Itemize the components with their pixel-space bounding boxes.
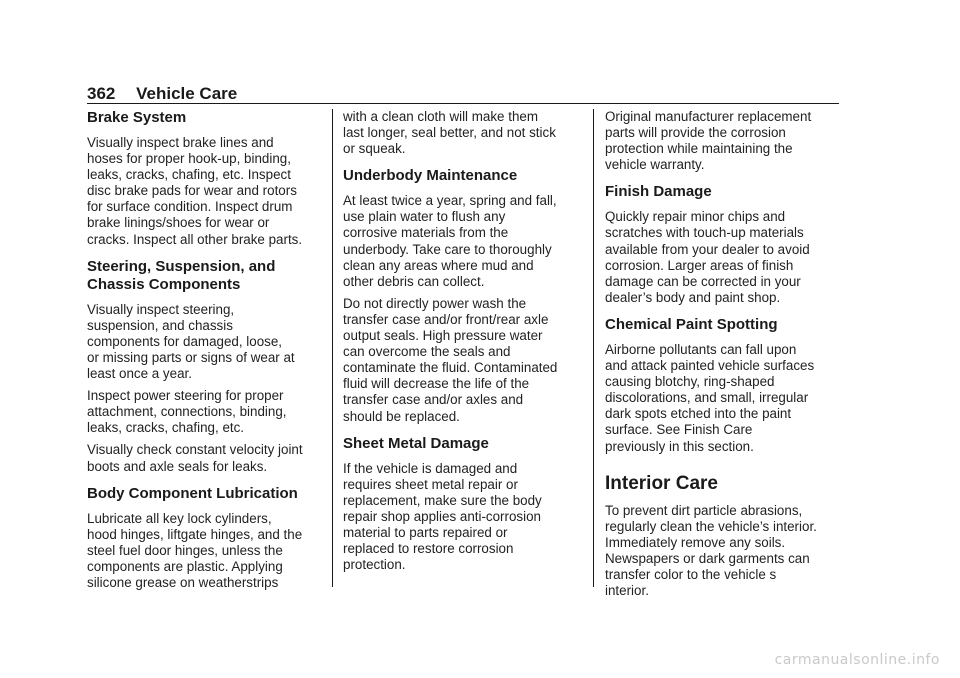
text-line: To prevent dirt particle abrasions, [605, 502, 803, 518]
text-line: or squeak. [343, 141, 406, 157]
text-line: regularly clean the vehicle’s interior. [605, 518, 817, 534]
text-line: Visually inspect steering, [87, 301, 235, 317]
text-line: Newspapers or dark garments can [605, 550, 810, 566]
text-line: dark spots etched into the paint [605, 406, 792, 422]
text-line: with a clean cloth will make them [343, 109, 538, 124]
text-line: Do not directly power wash the [343, 295, 527, 311]
paragraph [87, 302, 323, 382]
page-title: Vehicle Care [136, 84, 238, 103]
text-line: leaks, cracks, chafing, etc. Inspect [87, 167, 291, 183]
paragraph [605, 109, 841, 173]
heading-line: Finish Damage [605, 183, 712, 201]
text-line: parts will provide the corrosion [605, 125, 786, 141]
text-line: transfer case and/or axles and [343, 392, 524, 408]
text-column-2 [343, 109, 583, 579]
paragraph [87, 388, 323, 436]
text-line: At least twice a year, spring and fall, [343, 193, 557, 209]
heading-line: Underbody Maintenance [343, 167, 518, 185]
text-line: Lubricate all key lock cylinders, [87, 510, 272, 526]
watermark: carmanualsonline.info [774, 652, 940, 668]
heading-line: Steering, Suspension, and [87, 257, 276, 275]
text-line: damage can be corrected in your [605, 273, 801, 289]
text-line: clean any areas where mud and [343, 257, 534, 273]
text-line: hoses for proper hook-up, binding, [87, 151, 291, 167]
text-line: Quickly repair minor chips and [605, 209, 786, 225]
subsection-heading [343, 167, 583, 185]
text-line: silicone grease on weatherstrips [87, 574, 279, 590]
paragraph [87, 135, 323, 248]
text-line: boots and axle seals for leaks. [87, 458, 268, 474]
text-column-1 [87, 109, 323, 597]
text-line: protection while maintaining the [605, 141, 793, 157]
text-line: requires sheet metal repair or [343, 476, 518, 492]
header-rule [87, 103, 839, 104]
column-divider [593, 109, 594, 587]
text-line: can overcome the seals and [343, 344, 511, 360]
text-line: transfer color to the vehicle s [605, 566, 777, 582]
paragraph [343, 296, 583, 425]
subsection-heading [87, 485, 323, 503]
text-line: underbody. Take care to thoroughly [343, 241, 552, 257]
text-line: vehicle warranty. [605, 157, 705, 173]
text-line: leaks, cracks, chafing, etc. [87, 420, 245, 436]
text-line: components for damaged, loose, [87, 333, 283, 349]
text-line: previously in this section. [605, 438, 754, 454]
heading-line: Brake System [87, 109, 187, 126]
heading-line: Body Component Lubrication [87, 484, 298, 502]
text-line: Visually inspect brake lines and [87, 135, 274, 150]
section-heading [605, 473, 841, 495]
subsection-heading [605, 316, 841, 334]
heading-line: Sheet Metal Damage [343, 434, 489, 452]
text-line: last longer, seal better, and not stick [343, 125, 556, 141]
paragraph [87, 442, 323, 474]
subsection-heading [343, 435, 583, 453]
text-line: Inspect power steering for proper [87, 388, 284, 404]
paragraph [87, 511, 323, 591]
text-line: components are plastic. Applying [87, 558, 283, 574]
text-line: discolorations, and small, irregular [605, 390, 809, 406]
text-line: suspension, and chassis [87, 317, 233, 333]
text-line: corrosive materials from the [343, 225, 509, 241]
text-line: causing blotchy, ring-shaped [605, 374, 775, 390]
text-line: cracks. Inspect all other brake parts. [87, 231, 303, 247]
text-line: available from your dealer to avoid [605, 241, 810, 257]
page-number: 362 [87, 84, 116, 103]
subsection-heading [605, 183, 841, 201]
text-line: surface. See Finish Care [605, 422, 753, 438]
text-line: steel fuel door hinges, unless the [87, 542, 283, 558]
text-line: other debris can collect. [343, 273, 485, 289]
text-line: Immediately remove any soils. [605, 534, 786, 550]
text-line: and attack painted vehicle surfaces [605, 358, 815, 374]
text-line: output seals. High pressure water [343, 328, 543, 344]
text-line: If the vehicle is damaged and [343, 460, 518, 476]
text-line: Airborne pollutants can fall upon [605, 341, 797, 357]
paragraph [343, 193, 583, 290]
text-line: replaced to restore corrosion [343, 541, 514, 557]
heading-line: Chassis Components [87, 275, 241, 293]
text-line: dealer’s body and paint shop. [605, 289, 781, 305]
text-line: Original manufacturer replacement [605, 109, 812, 124]
text-line: or missing parts or signs of wear at [87, 349, 295, 365]
text-line: protection. [343, 557, 406, 573]
text-line: use plain water to flush any [343, 209, 506, 225]
text-line: replacement, make sure the body [343, 492, 542, 508]
text-line: interior. [605, 583, 649, 599]
text-line: hood hinges, liftgate hinges, and the [87, 526, 303, 542]
paragraph [605, 503, 841, 600]
subsection-heading [87, 258, 323, 294]
heading-line: Chemical Paint Spotting [605, 315, 778, 333]
text-line: attachment, connections, binding, [87, 404, 287, 420]
text-line: Visually check constant velocity joint [87, 442, 303, 458]
subsection-heading [87, 109, 323, 127]
page-header [87, 84, 237, 104]
text-line: least once a year. [87, 366, 192, 382]
text-line: for surface condition. Inspect drum [87, 199, 293, 215]
text-line: scratches with touch-up materials [605, 225, 804, 241]
text-line: fluid will decrease the life of the [343, 376, 530, 392]
paragraph [343, 461, 583, 574]
text-line: disc brake pads for wear and rotors [87, 183, 297, 199]
text-column-3 [605, 109, 841, 605]
text-line: material to parts repaired or [343, 524, 508, 540]
text-line: transfer case and/or front/rear axle [343, 311, 549, 327]
text-line: should be replaced. [343, 408, 460, 424]
column-divider [332, 109, 333, 587]
text-line: corrosion. Larger areas of finish [605, 257, 794, 273]
text-line: brake linings/shoes for wear or [87, 215, 270, 231]
paragraph [605, 209, 841, 306]
text-line: contaminate the fluid. Contaminated [343, 360, 558, 376]
heading-line: Interior Care [605, 472, 718, 494]
paragraph [343, 109, 583, 157]
text-line: repair shop applies anti-corrosion [343, 508, 541, 524]
paragraph [605, 342, 841, 455]
